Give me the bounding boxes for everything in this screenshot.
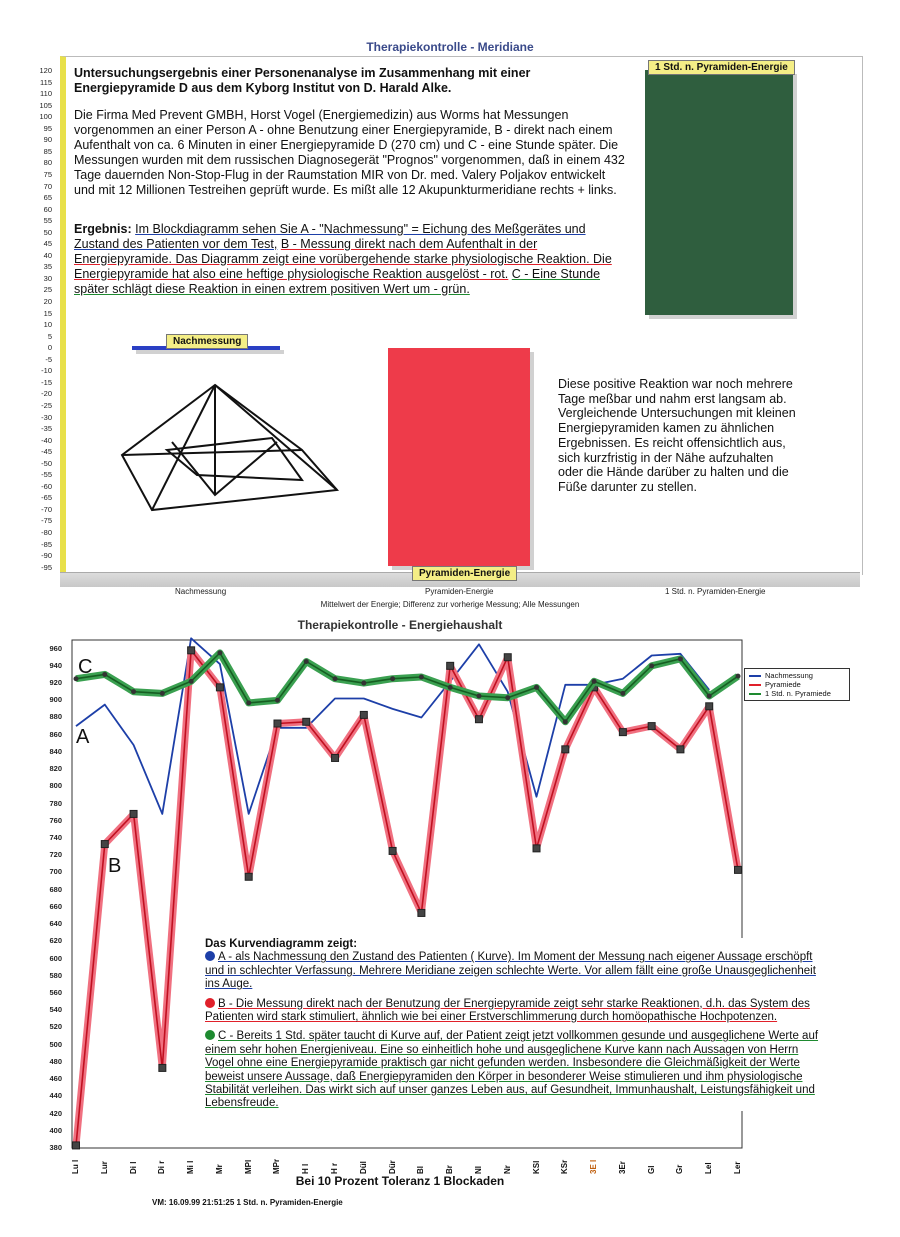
bottom-y-tick: 460 — [49, 1074, 62, 1084]
bottom-footer: VM: 16.09.99 21:51:25 1 Std. n. Pyramiden-Energie — [152, 1198, 343, 1207]
top-y-tick: 115 — [40, 77, 52, 87]
note-c: C - Bereits 1 Std. später taucht di Kurve auf, der Patient zeigt jetzt vollkommen gesunde und ausgeglichene Werte auf einem sehr hohen Energieniveau. Eine so einheitlich hohe und ausgeglichene Kurve kann nach Aussagen von Herrn Vogel ohne eine Energiepyramide praktisch gar nicht gefunden werden. Insbesondere die Gleichmäßigkeit der Werte beweist unsere Aussage, daß Energiepyramiden den Körper in besonderer Weise stimulieren und ihm physiologische Stabilität verleihen. Das wirkt sich auf unser ganzes Leben aus, auf Gesundheit, Immunhaushalt, Leistungsfähigkeit und Lebensfreude. — [205, 1030, 819, 1110]
bottom-x-tick-label: 3E l — [589, 1159, 599, 1174]
pyramiede-point — [648, 723, 655, 730]
top-y-tick: -75 — [41, 516, 52, 526]
stunde-point — [217, 650, 222, 655]
top-y-tick: -40 — [41, 435, 52, 445]
top-caption: Mittelwert der Energie; Differenz zur vorherige Messung; Alle Messungen — [320, 600, 580, 609]
pyramiede-point — [159, 1064, 166, 1071]
stunde-point — [592, 679, 597, 684]
bottom-y-tick: 380 — [49, 1143, 62, 1152]
bottom-y-tick: 720 — [49, 850, 62, 860]
top-y-tick: -65 — [41, 493, 52, 503]
red-dot-icon — [205, 998, 215, 1008]
stunde-point — [189, 679, 194, 684]
bottom-x-tick-label: KSl — [531, 1160, 541, 1174]
bottom-x-tick-label: H r — [330, 1162, 340, 1174]
pyramiede-point — [216, 684, 223, 691]
top-y-tick: -45 — [41, 447, 52, 457]
pyramiede-point — [619, 729, 626, 736]
bottom-x-tick-label: KSr — [560, 1159, 570, 1174]
curve-note-block — [205, 938, 830, 1111]
top-heading: Untersuchungsergebnis einer Personenanalyse im Zusammenhang mit einer Energiepyramide D aus dem Kyborg Institut von D. Harald Alke. — [74, 66, 531, 95]
bottom-y-tick: 780 — [49, 798, 62, 808]
top-y-tick: -85 — [41, 539, 52, 549]
stunde-point — [361, 681, 366, 686]
bottom-chart-y-axis — [40, 0, 66, 1237]
bottom-x-tick-label: Mi l — [186, 1160, 196, 1174]
bottom-x-tick-label: Nl — [473, 1166, 483, 1174]
stunde-point — [505, 695, 510, 700]
bottom-x-tick-label: H l — [301, 1163, 311, 1174]
top-y-tick: -35 — [41, 424, 52, 434]
top-y-tick: -10 — [41, 366, 52, 376]
pyramiede-point — [332, 754, 339, 761]
bottom-x-tick-label: Br — [445, 1165, 455, 1174]
bottom-x-tick-label: Ler — [733, 1161, 742, 1174]
top-y-tick: 95 — [43, 123, 52, 133]
top-y-tick: 90 — [43, 135, 52, 145]
bottom-x-tick-label: Lur — [99, 1161, 109, 1174]
stunde-point — [707, 693, 712, 698]
stunde-point — [678, 656, 683, 661]
pyramiede-point — [130, 810, 137, 817]
bottom-x-tick-label: 3Er — [617, 1161, 627, 1174]
bottom-y-tick: 740 — [49, 833, 62, 843]
stunde-point — [448, 685, 453, 690]
stunde-point — [333, 676, 338, 681]
bottom-y-tick: 600 — [49, 953, 62, 963]
top-x-label-pyramiden: Pyramiden-Energie — [425, 587, 494, 596]
top-y-tick: -25 — [41, 400, 52, 410]
pyramiede-point — [418, 909, 425, 916]
top-y-tick: 110 — [40, 89, 52, 99]
bottom-y-tick: 900 — [49, 695, 62, 705]
stunde-point — [102, 672, 107, 677]
series-line-nachmessung — [76, 638, 709, 814]
bottom-y-tick: 800 — [49, 781, 62, 791]
top-y-tick: 45 — [43, 239, 52, 249]
bottom-x-tick-label: Lu l — [71, 1159, 80, 1174]
curve-label-c: C — [78, 656, 93, 678]
top-y-tick: -50 — [41, 458, 52, 468]
pyramiede-point — [706, 703, 713, 710]
bottom-y-tick: 420 — [49, 1108, 62, 1118]
bar-label-pyramiden-energie: Pyramiden-Energie — [412, 566, 517, 581]
bottom-y-tick: 760 — [49, 815, 62, 825]
top-y-tick: -5 — [45, 354, 52, 364]
pyramiede-point — [475, 716, 482, 723]
top-y-tick: 70 — [43, 181, 52, 191]
ergebnis-a: Im Blockdiagramm sehen Sie A - "Nachmessung" = Eichung des Meßgerätes und Zustand des Patienten vor dem Test, — [74, 222, 586, 251]
stunde-point — [160, 691, 165, 696]
top-y-tick: -60 — [41, 481, 52, 491]
stunde-point — [275, 698, 280, 703]
bottom-x-tick-label: Gr — [675, 1164, 685, 1174]
series-line-stunde — [76, 653, 738, 722]
bottom-y-tick: 700 — [49, 867, 62, 877]
note-a: A - als Nachmessung den Zustand des Patienten ( Kurve). Im Moment der Messung nach eigener Aussage erschöpft und in schlechter Verfassung. Mehrere Meridiane zeigen schlechte Werte. Vor allem fällt eine große Unausgeglichenheit ins Auge. — [205, 951, 816, 991]
bottom-x-tick-label: Bl — [416, 1166, 426, 1174]
bottom-x-tick-label: Mr — [214, 1164, 224, 1174]
stunde-point — [476, 693, 481, 698]
bottom-y-tick: 520 — [49, 1022, 62, 1032]
blue-dot-icon — [205, 951, 215, 961]
note-heading: Das Kurvendiagramm zeigt: — [205, 938, 358, 950]
top-y-tick: 60 — [43, 204, 52, 214]
bottom-y-tick: 860 — [49, 729, 62, 739]
top-y-tick: -90 — [41, 551, 52, 561]
pyramiede-point — [533, 845, 540, 852]
ergebnis-label: Ergebnis: — [74, 222, 132, 236]
bottom-x-tick-label: Di r — [157, 1160, 167, 1174]
ergebnis-b: B - Messung direkt nach dem Aufenthalt in der Energiepyramide. Das Diagramm zeigt eine vorübergehende starke physiologische Reaktion. Die Energiepyramide hat also eine heftige physiologische Reaktion ausgelöst - rot. — [74, 237, 612, 281]
bottom-y-tick: 820 — [49, 764, 62, 774]
top-side-note: Diese positive Reaktion war noch mehrere Tage meßbar und nahm erst langsam ab. Vergleichende Untersuchungen mit kleinen Energiepyramiden kamen zu ähnlichen Ergebnissen. Es reicht offensichtlich aus, sich kurzfristig in der Nähe aufzuhalten oder die Hände darüber zu halten und die Füße darunter zu stellen. — [558, 377, 796, 494]
bottom-y-tick: 440 — [49, 1091, 62, 1101]
top-y-tick: -30 — [41, 412, 52, 422]
pyramiede-point — [389, 847, 396, 854]
bottom-chart-title: Therapiekontrolle - Energiehaushalt — [297, 618, 503, 632]
bottom-y-tick: 480 — [49, 1056, 62, 1066]
top-x-label-nachmessung: Nachmessung — [175, 587, 227, 596]
legend-item-stunde: 1 Std. n. Pyramiede — [749, 689, 845, 698]
top-y-tick: 30 — [43, 273, 52, 283]
note-b: B - Die Messung direkt nach der Benutzung der Energiepyramide zeigt sehr starke Reaktionen, d.h. das System des Patienten wird stark stimuliert, ähnlich wie bei einer Erstverschlimmerung durch homöopathische Hochpotenzen. — [205, 997, 810, 1024]
stunde-point — [246, 700, 251, 705]
top-y-tick: 0 — [47, 343, 52, 353]
top-y-tick: 75 — [43, 169, 52, 179]
pyramiede-point — [188, 647, 195, 654]
pyramiede-point — [677, 746, 684, 753]
bottom-y-tick: 920 — [49, 678, 62, 688]
stunde-point — [563, 719, 568, 724]
top-y-tick: 40 — [43, 250, 52, 260]
bottom-y-tick: 540 — [49, 1005, 62, 1015]
stunde-point — [419, 675, 424, 680]
bottom-y-tick: 960 — [49, 643, 62, 653]
bottom-legend — [744, 668, 850, 701]
top-y-tick: -15 — [41, 377, 52, 387]
top-y-tick: 55 — [43, 216, 52, 226]
bottom-x-tick-label: Dül — [358, 1161, 368, 1174]
top-y-tick: 100 — [39, 112, 52, 122]
bottom-x-tick-label: MPr — [272, 1158, 282, 1174]
top-y-tick: 120 — [39, 66, 52, 75]
stunde-point — [620, 691, 625, 696]
top-y-tick: 25 — [43, 285, 52, 295]
stunde-point — [131, 689, 136, 694]
pyramiede-point — [360, 711, 367, 718]
top-y-tick: 35 — [43, 262, 52, 272]
stunde-point — [534, 685, 539, 690]
top-y-tick: -80 — [41, 528, 52, 537]
top-x-label-stunde: 1 Std. n. Pyramiden-Energie — [665, 587, 766, 596]
green-dot-icon — [205, 1030, 215, 1040]
bottom-x-tick-label: MPl — [243, 1159, 253, 1174]
bottom-x-tick-label: Dür — [387, 1160, 397, 1174]
top-y-tick: 85 — [43, 146, 52, 156]
top-y-tick: -70 — [41, 504, 52, 514]
top-y-tick: 50 — [43, 227, 52, 237]
bottom-y-tick: 940 — [49, 660, 62, 670]
top-y-tick: 10 — [43, 320, 52, 330]
pyramiede-point — [101, 841, 108, 848]
bottom-y-tick: 660 — [49, 901, 62, 911]
bottom-x-tick-label: Lel — [704, 1162, 714, 1174]
legend-item-pyramiede: Pyramiede — [749, 680, 845, 689]
pyramiede-point — [735, 866, 742, 873]
bottom-y-tick: 560 — [49, 988, 62, 998]
bottom-y-tick: 500 — [49, 1039, 62, 1049]
legend-item-nachmessung: Nachmessung — [749, 671, 845, 680]
pyramiede-point — [73, 1142, 80, 1149]
bar-label-nachmessung: Nachmessung — [166, 334, 248, 349]
top-y-tick: 5 — [47, 331, 52, 341]
top-y-tick: -20 — [41, 389, 52, 399]
top-y-tick: -95 — [41, 562, 52, 572]
top-y-tick: -55 — [41, 470, 52, 480]
stunde-point — [649, 663, 654, 668]
bottom-x-tick-label: Di l — [128, 1161, 138, 1174]
curve-label-a: A — [76, 726, 90, 748]
bottom-y-tick: 640 — [49, 919, 62, 929]
ergebnis-c: C - Eine Stunde später schlägt diese Reaktion in einen extrem positiven Wert um - grün. — [74, 267, 601, 296]
curve-label-b: B — [108, 855, 122, 877]
bottom-y-tick: 580 — [49, 970, 62, 980]
bottom-y-tick: 400 — [49, 1125, 62, 1135]
bottom-x-tick-label: Nr — [502, 1165, 512, 1174]
pyramiede-point — [245, 873, 252, 880]
stunde-point — [736, 674, 741, 679]
bottom-y-tick: 880 — [49, 712, 62, 722]
bottom-y-tick: 680 — [49, 884, 62, 894]
stunde-point — [304, 659, 309, 664]
bottom-y-tick: 840 — [49, 746, 62, 756]
pyramiede-point — [274, 720, 281, 727]
top-intro-text: Die Firma Med Prevent GMBH, Horst Vogel (Energiemedizin) aus Worms hat Messungen vorgenommen an einer Person A - ohne Benutzung einer Energiepyramide, B - direkt nach einem Aufenthalt von ca. 6 Minuten in einer Energiepyramide D (270 cm) und C - eine Stunde später. Die Messungen wurden mit dem russischen Diagnosegerät "Prognos" vorgenommen, daß in einem 432 Tage dauernden Non-Stop-Flug in der Raumstation MIR von Dr. med. Valery Poljakov entwickelt und mit 12 Millionen Testreihen geprüft wurde. Es mißt alle 12 Akupunkturmeridiane rechts + links. — [74, 108, 625, 197]
stunde-point — [390, 676, 395, 681]
top-y-tick: 80 — [43, 158, 52, 168]
top-y-tick: 20 — [43, 297, 52, 306]
pyramiede-point — [504, 654, 511, 661]
top-y-tick: 105 — [39, 100, 52, 110]
top-y-tick: 65 — [43, 193, 52, 203]
bottom-y-tick: 620 — [49, 936, 62, 946]
top-y-tick: 15 — [43, 308, 52, 318]
bottom-x-tick-label: Gl — [646, 1165, 656, 1174]
top-chart-title: Therapiekontrolle - Meridiane — [366, 40, 534, 54]
pyramiede-point — [562, 746, 569, 753]
pyramiede-point — [303, 718, 310, 725]
pyramiede-point — [447, 662, 454, 669]
bar-label-stunde: 1 Std. n. Pyramiden-Energie — [648, 60, 795, 75]
bottom-x-axis-label: Bei 10 Prozent Toleranz 1 Blockaden — [295, 1174, 505, 1188]
